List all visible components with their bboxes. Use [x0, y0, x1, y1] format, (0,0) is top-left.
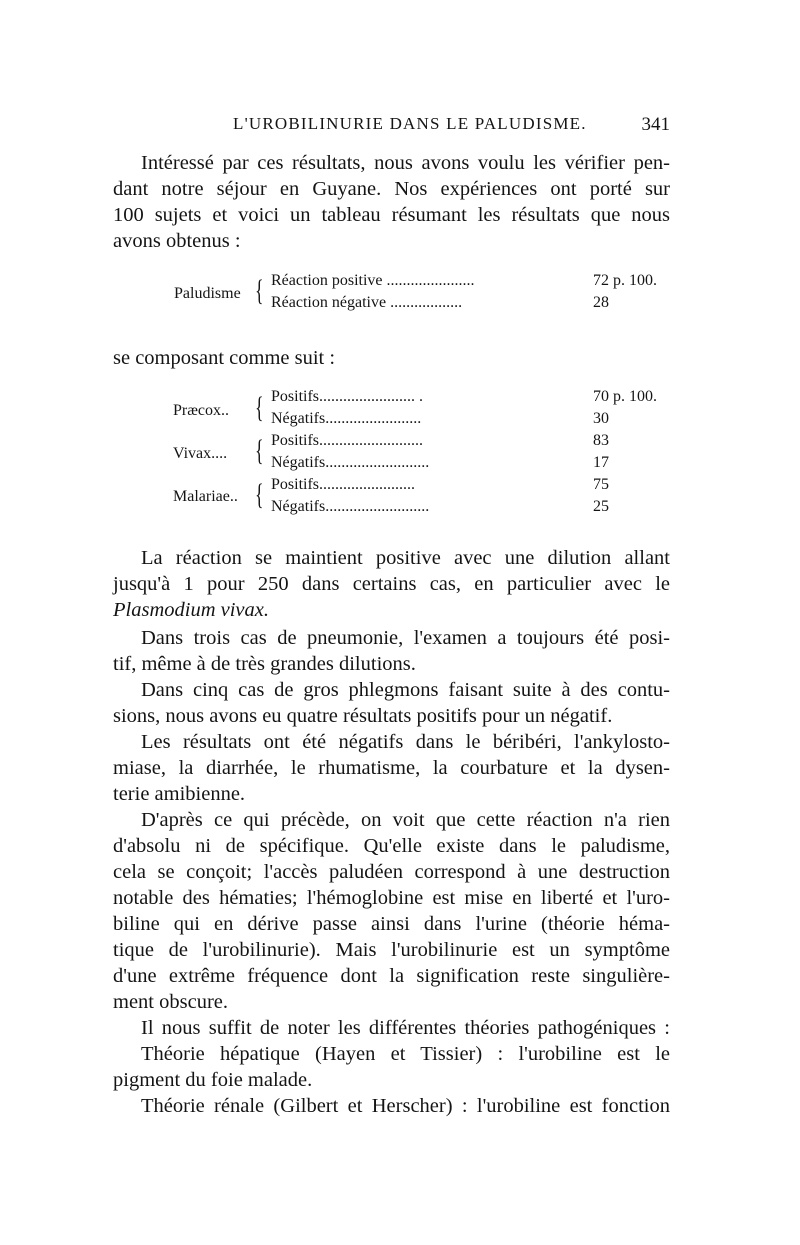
- text-line: notable des hématies; l'hémoglobine est mise en liberté et l'uro-: [113, 887, 670, 909]
- row-value: 72 p. 100.: [593, 272, 657, 289]
- row-label: Positifs: [271, 388, 320, 405]
- row-label: Réaction positive: [271, 272, 383, 289]
- table-row: [271, 294, 462, 312]
- group-label: Paludisme: [174, 285, 241, 302]
- text-line: d'une extrême fréquence dont la signification reste singulière-: [113, 965, 670, 987]
- row-value: 75: [593, 476, 609, 493]
- text-line: D'après ce qui précède, on voit que cette réaction n'a rien: [141, 809, 670, 831]
- row-leader: ..........................: [319, 432, 424, 449]
- row-leader: ........................ .: [319, 388, 424, 405]
- text-line: [113, 597, 670, 623]
- table-row: [271, 388, 423, 406]
- text-line: dant notre séjour en Guyane. Nos expériences ont porté sur: [113, 178, 670, 200]
- text-line: sions, nous avons eu quatre résultats positifs pour un négatif.: [113, 705, 613, 727]
- text-line: terie amibienne.: [113, 783, 246, 805]
- row-leader: ........................: [325, 410, 422, 427]
- row-value: 25: [593, 498, 609, 515]
- row-label: Réaction négative: [271, 294, 387, 311]
- brace-glyph: {: [255, 478, 264, 511]
- row-label: Négatifs: [271, 410, 326, 427]
- table-row: [271, 476, 415, 494]
- text-line: Théorie rénale (Gilbert et Herscher) : l'urobiline est fonction: [141, 1095, 670, 1117]
- row-value: 28: [593, 294, 609, 311]
- paragraph: [113, 545, 670, 623]
- text-line: biline qui en dérive passe ainsi dans l'urine (théorie héma-: [113, 913, 670, 935]
- row-leader: ........................: [319, 476, 416, 493]
- text-line: ment obscure.: [113, 991, 228, 1013]
- text-line: tique de l'urobilinurie). Mais l'urobilinurie est un symptôme: [113, 939, 670, 961]
- row-label: Positifs: [271, 432, 320, 449]
- text-line: La réaction se maintient positive avec une dilution allant: [141, 547, 670, 569]
- text-line: jusqu'à 1 pour 250 dans certains cas, en particulier avec le: [113, 573, 670, 595]
- row-value: 83: [593, 432, 609, 449]
- text-line: se composant comme suit :: [113, 347, 336, 369]
- text-line: tif, même à de très grandes dilutions.: [113, 653, 416, 675]
- text-line: Théorie hépatique (Hayen et Tissier) : l'urobiline est le: [141, 1043, 670, 1065]
- text-line: Il nous suffit de noter les différentes théories pathogéniques :: [141, 1017, 670, 1039]
- paragraph: [113, 1093, 670, 1119]
- brace-glyph: {: [255, 274, 264, 307]
- paragraph: [113, 625, 670, 677]
- page-number: 341: [641, 114, 670, 135]
- text-line: cela se conçoit; l'accès paludéen correspond à une destruction: [113, 861, 670, 883]
- group-label: Præcox..: [173, 402, 229, 419]
- paragraph: [113, 1041, 670, 1093]
- text-line: avons obtenus :: [113, 230, 241, 252]
- text-line: Les résultats ont été négatifs dans le béribéri, l'ankylosto-: [141, 731, 670, 753]
- text-line: Dans cinq cas de gros phlegmons faisant suite à des contu-: [141, 679, 670, 701]
- paragraph: [113, 677, 670, 729]
- paragraph: [113, 1015, 670, 1041]
- running-title: L'UROBILINURIE DANS LE PALUDISME.: [233, 114, 587, 133]
- intro-paragraph: [113, 150, 670, 254]
- row-leader: ..........................: [325, 498, 430, 515]
- brace-glyph: {: [255, 434, 264, 467]
- paragraph: [113, 729, 670, 807]
- text-line: Intéressé par ces résultats, nous avons voulu les vérifier pen-: [141, 152, 670, 174]
- table-row: [271, 272, 475, 290]
- row-value: 70 p. 100.: [593, 388, 657, 405]
- row-label: Positifs: [271, 476, 320, 493]
- row-leader: ..........................: [325, 454, 430, 471]
- text-line: miase, la diarrhée, le rhumatisme, la courbature et la dysen-: [113, 757, 670, 779]
- text-line: Dans trois cas de pneumonie, l'examen a toujours été posi-: [141, 627, 670, 649]
- page-header: [145, 114, 670, 142]
- row-label: Négatifs: [271, 454, 326, 471]
- table-row: [271, 498, 429, 516]
- row-value: 17: [593, 454, 609, 471]
- row-leader: ......................: [386, 272, 475, 289]
- row-value: 30: [593, 410, 609, 427]
- group-label: Vivax....: [173, 445, 228, 462]
- text-line: d'absolu ni de spécifique. Qu'elle existe dans le paludisme,: [113, 835, 670, 857]
- species-name: Plasmodium vivax.: [113, 599, 269, 621]
- table-row: [271, 432, 423, 450]
- table-row: [271, 454, 429, 472]
- table-row: [271, 410, 421, 428]
- text-line: pigment du foie malade.: [113, 1069, 313, 1091]
- text-line: 100 sujets et voici un tableau résumant les résultats que nous: [113, 204, 670, 226]
- row-label: Négatifs: [271, 498, 326, 515]
- group-label: Malariae..: [173, 488, 238, 505]
- paragraph: [113, 807, 670, 1015]
- composition-line: [113, 345, 670, 371]
- brace-glyph: {: [255, 391, 264, 424]
- row-leader: ..................: [390, 294, 463, 311]
